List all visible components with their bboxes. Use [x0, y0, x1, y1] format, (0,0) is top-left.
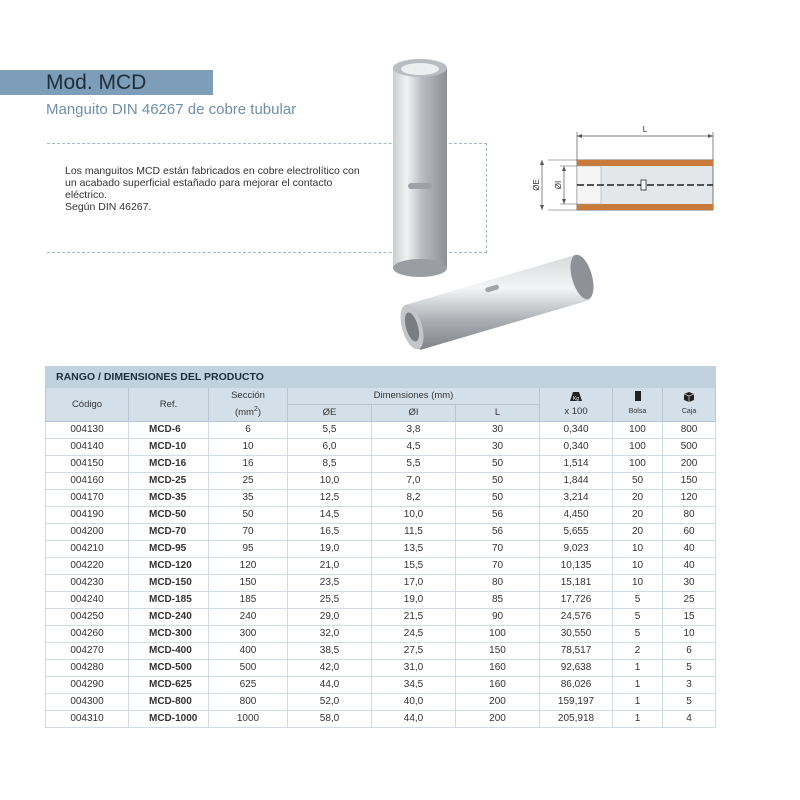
cell-oe: 6,0 — [288, 439, 372, 456]
col-header-codigo: Código — [46, 388, 129, 422]
cell-oe: 12,5 — [288, 490, 372, 507]
cell-peso: 86,026 — [540, 677, 613, 694]
cell-oi: 13,5 — [372, 541, 456, 558]
cell-seccion: 50 — [209, 507, 288, 524]
cell-codigo: 004250 — [46, 609, 129, 626]
bolsa-label: Bolsa — [628, 408, 647, 415]
cell-peso: 159,197 — [540, 694, 613, 711]
cell-l: 50 — [456, 473, 540, 490]
bag-icon — [634, 390, 642, 402]
table-row — [46, 626, 716, 643]
cell-ref: MCD-240 — [129, 609, 209, 626]
cell-oi: 27,5 — [372, 643, 456, 660]
cell-oe: 44,0 — [288, 677, 372, 694]
cell-bolsa: 50 — [613, 473, 663, 490]
table-body — [46, 422, 716, 728]
cell-oe: 16,5 — [288, 524, 372, 541]
page-title: Mod. MCD — [46, 71, 147, 94]
cell-oe: 42,0 — [288, 660, 372, 677]
cell-codigo: 004130 — [46, 422, 129, 439]
cell-oe: 23,5 — [288, 575, 372, 592]
cell-ref: MCD-500 — [129, 660, 209, 677]
cell-codigo: 004220 — [46, 558, 129, 575]
cell-codigo: 004310 — [46, 711, 129, 728]
seccion-unit-close: ) — [257, 407, 262, 419]
cell-seccion: 300 — [209, 626, 288, 643]
cell-bolsa: 100 — [613, 422, 663, 439]
cell-l: 50 — [456, 456, 540, 473]
cell-ref: MCD-150 — [129, 575, 209, 592]
cell-l: 150 — [456, 643, 540, 660]
cell-l: 30 — [456, 422, 540, 439]
cell-peso: 10,135 — [540, 558, 613, 575]
seccion-unit: (mm — [234, 407, 254, 419]
cell-codigo: 004190 — [46, 507, 129, 524]
col-header-oi: ØI — [372, 405, 456, 422]
cell-l: 56 — [456, 507, 540, 524]
table-row — [46, 541, 716, 558]
cell-seccion: 16 — [209, 456, 288, 473]
cell-bolsa: 10 — [613, 541, 663, 558]
cell-ref: MCD-120 — [129, 558, 209, 575]
cell-caja: 120 — [663, 490, 716, 507]
table-row — [46, 439, 716, 456]
cell-l: 85 — [456, 592, 540, 609]
cell-oi: 34,5 — [372, 677, 456, 694]
cell-ref: MCD-50 — [129, 507, 209, 524]
caja-label: Caja — [681, 408, 697, 415]
cell-oe: 29,0 — [288, 609, 372, 626]
table-row — [46, 473, 716, 490]
cell-ref: MCD-70 — [129, 524, 209, 541]
cell-ref: MCD-625 — [129, 677, 209, 694]
cell-caja: 10 — [663, 626, 716, 643]
page-subtitle: Manguito DIN 46267 de cobre tubular — [46, 101, 297, 118]
drawing-length-label: L — [642, 125, 648, 134]
cell-seccion: 400 — [209, 643, 288, 660]
cell-oi: 7,0 — [372, 473, 456, 490]
col-header-bolsa — [613, 388, 663, 422]
table-section-title: RANGO / DIMENSIONES DEL PRODUCTO — [46, 367, 716, 388]
cell-l: 70 — [456, 541, 540, 558]
cell-l: 50 — [456, 490, 540, 507]
cell-seccion: 70 — [209, 524, 288, 541]
cell-ref: MCD-25 — [129, 473, 209, 490]
cell-peso: 1,514 — [540, 456, 613, 473]
cell-bolsa: 20 — [613, 524, 663, 541]
col-header-l: L — [456, 405, 540, 422]
cell-bolsa: 100 — [613, 456, 663, 473]
description-standard: Según DIN 46267. — [65, 201, 152, 213]
cell-peso: 78,517 — [540, 643, 613, 660]
cell-ref: MCD-800 — [129, 694, 209, 711]
cell-codigo: 004230 — [46, 575, 129, 592]
cell-caja: 25 — [663, 592, 716, 609]
cell-caja: 40 — [663, 541, 716, 558]
cell-codigo: 004270 — [46, 643, 129, 660]
cell-peso: 0,340 — [540, 439, 613, 456]
cell-codigo: 004240 — [46, 592, 129, 609]
table-row — [46, 592, 716, 609]
cell-seccion: 10 — [209, 439, 288, 456]
cell-seccion: 120 — [209, 558, 288, 575]
cell-codigo: 004160 — [46, 473, 129, 490]
cell-codigo: 004150 — [46, 456, 129, 473]
cell-l: 160 — [456, 660, 540, 677]
cell-oi: 17,0 — [372, 575, 456, 592]
cell-caja: 80 — [663, 507, 716, 524]
cell-bolsa: 1 — [613, 660, 663, 677]
col-header-caja — [663, 388, 716, 422]
cell-seccion: 25 — [209, 473, 288, 490]
cell-bolsa: 2 — [613, 643, 663, 660]
cell-oi: 40,0 — [372, 694, 456, 711]
cell-oi: 19,0 — [372, 592, 456, 609]
cell-ref: MCD-300 — [129, 626, 209, 643]
technical-drawing — [520, 120, 760, 220]
cell-bolsa: 10 — [613, 575, 663, 592]
cell-bolsa: 1 — [613, 677, 663, 694]
cell-oe: 32,0 — [288, 626, 372, 643]
cell-l: 90 — [456, 609, 540, 626]
cell-peso: 0,340 — [540, 422, 613, 439]
table-row — [46, 558, 716, 575]
cell-oe: 5,5 — [288, 422, 372, 439]
cell-l: 80 — [456, 575, 540, 592]
table-row — [46, 677, 716, 694]
cell-bolsa: 100 — [613, 439, 663, 456]
cell-seccion: 1000 — [209, 711, 288, 728]
product-table — [45, 366, 716, 728]
cell-oi: 21,5 — [372, 609, 456, 626]
cell-oi: 5,5 — [372, 456, 456, 473]
cell-oi: 15,5 — [372, 558, 456, 575]
table-row — [46, 524, 716, 541]
cell-oi: 10,0 — [372, 507, 456, 524]
cell-caja: 150 — [663, 473, 716, 490]
col-header-dimensiones: Dimensiones (mm) — [288, 388, 540, 405]
table-row — [46, 422, 716, 439]
cell-bolsa: 5 — [613, 626, 663, 643]
drawing-outer-label: ØE — [532, 179, 541, 191]
cell-caja: 30 — [663, 575, 716, 592]
cell-bolsa: 20 — [613, 507, 663, 524]
cell-ref: MCD-35 — [129, 490, 209, 507]
cell-seccion: 800 — [209, 694, 288, 711]
cell-peso: 15,181 — [540, 575, 613, 592]
cell-peso: 24,576 — [540, 609, 613, 626]
cell-caja: 200 — [663, 456, 716, 473]
cell-seccion: 240 — [209, 609, 288, 626]
cell-oi: 11,5 — [372, 524, 456, 541]
cell-codigo: 004210 — [46, 541, 129, 558]
table-row — [46, 609, 716, 626]
cell-bolsa: 10 — [613, 558, 663, 575]
description-text: Los manguitos MCD están fabricados en cobre electrolítico con un acabado superficial estañado para mejorar el contacto eléctrico. — [65, 165, 360, 201]
cell-bolsa: 5 — [613, 609, 663, 626]
cell-oe: 58,0 — [288, 711, 372, 728]
cell-l: 200 — [456, 694, 540, 711]
cell-seccion: 185 — [209, 592, 288, 609]
cell-ref: MCD-95 — [129, 541, 209, 558]
cell-peso: 9,023 — [540, 541, 613, 558]
col-header-weight — [540, 388, 613, 422]
col-header-ref: Ref. — [129, 388, 209, 422]
cell-oi: 4,5 — [372, 439, 456, 456]
cell-l: 200 — [456, 711, 540, 728]
cell-caja: 15 — [663, 609, 716, 626]
weight-label: x 100 — [564, 405, 588, 417]
cell-bolsa: 1 — [613, 711, 663, 728]
description — [65, 165, 365, 213]
cell-bolsa: 20 — [613, 490, 663, 507]
cell-l: 100 — [456, 626, 540, 643]
kg-weight-icon — [569, 391, 583, 402]
cell-codigo: 004280 — [46, 660, 129, 677]
cell-peso: 5,655 — [540, 524, 613, 541]
table-row — [46, 694, 716, 711]
cell-caja: 5 — [663, 694, 716, 711]
cell-oi: 3,8 — [372, 422, 456, 439]
cell-caja: 3 — [663, 677, 716, 694]
cell-caja: 500 — [663, 439, 716, 456]
cell-oi: 24,5 — [372, 626, 456, 643]
cell-peso: 17,726 — [540, 592, 613, 609]
cell-codigo: 004140 — [46, 439, 129, 456]
cell-oi: 31,0 — [372, 660, 456, 677]
cell-caja: 800 — [663, 422, 716, 439]
cell-peso: 205,918 — [540, 711, 613, 728]
seccion-label: Sección — [231, 389, 265, 401]
cell-seccion: 625 — [209, 677, 288, 694]
cell-codigo: 004290 — [46, 677, 129, 694]
table-row — [46, 490, 716, 507]
cell-ref: MCD-1000 — [129, 711, 209, 728]
cell-oe: 14,5 — [288, 507, 372, 524]
cell-codigo: 004200 — [46, 524, 129, 541]
cell-ref: MCD-16 — [129, 456, 209, 473]
cell-ref: MCD-185 — [129, 592, 209, 609]
cell-caja: 40 — [663, 558, 716, 575]
table-row — [46, 643, 716, 660]
cell-oe: 25,5 — [288, 592, 372, 609]
col-header-oe: ØE — [288, 405, 372, 422]
cell-caja: 5 — [663, 660, 716, 677]
col-header-seccion — [209, 388, 288, 422]
cell-seccion: 6 — [209, 422, 288, 439]
table-row — [46, 711, 716, 728]
cell-oe: 21,0 — [288, 558, 372, 575]
cell-caja: 60 — [663, 524, 716, 541]
cell-seccion: 95 — [209, 541, 288, 558]
cell-bolsa: 1 — [613, 694, 663, 711]
cell-seccion: 150 — [209, 575, 288, 592]
svg-text:Kg: Kg — [572, 396, 580, 403]
cell-oi: 44,0 — [372, 711, 456, 728]
table-row — [46, 575, 716, 592]
cell-oe: 38,5 — [288, 643, 372, 660]
cell-ref: MCD-10 — [129, 439, 209, 456]
cell-peso: 92,638 — [540, 660, 613, 677]
cell-seccion: 500 — [209, 660, 288, 677]
cell-l: 30 — [456, 439, 540, 456]
table-row — [46, 660, 716, 677]
table-row — [46, 456, 716, 473]
drawing-inner-label: ØI — [554, 180, 563, 190]
box-icon — [683, 391, 695, 402]
cell-oe: 10,0 — [288, 473, 372, 490]
cell-peso: 1,844 — [540, 473, 613, 490]
cell-bolsa: 5 — [613, 592, 663, 609]
cell-oe: 52,0 — [288, 694, 372, 711]
cell-l: 70 — [456, 558, 540, 575]
cell-ref: MCD-6 — [129, 422, 209, 439]
cell-caja: 4 — [663, 711, 716, 728]
cell-caja: 6 — [663, 643, 716, 660]
cell-codigo: 004170 — [46, 490, 129, 507]
table-row — [46, 507, 716, 524]
cell-l: 160 — [456, 677, 540, 694]
cell-codigo: 004300 — [46, 694, 129, 711]
cell-codigo: 004260 — [46, 626, 129, 643]
cell-peso: 3,214 — [540, 490, 613, 507]
seccion-unit-sup: 2 — [253, 405, 258, 413]
cell-peso: 4,450 — [540, 507, 613, 524]
cell-l: 56 — [456, 524, 540, 541]
cell-peso: 30,550 — [540, 626, 613, 643]
cell-oe: 19,0 — [288, 541, 372, 558]
cell-ref: MCD-400 — [129, 643, 209, 660]
cell-oi: 8,2 — [372, 490, 456, 507]
cell-oe: 8,5 — [288, 456, 372, 473]
cell-seccion: 35 — [209, 490, 288, 507]
